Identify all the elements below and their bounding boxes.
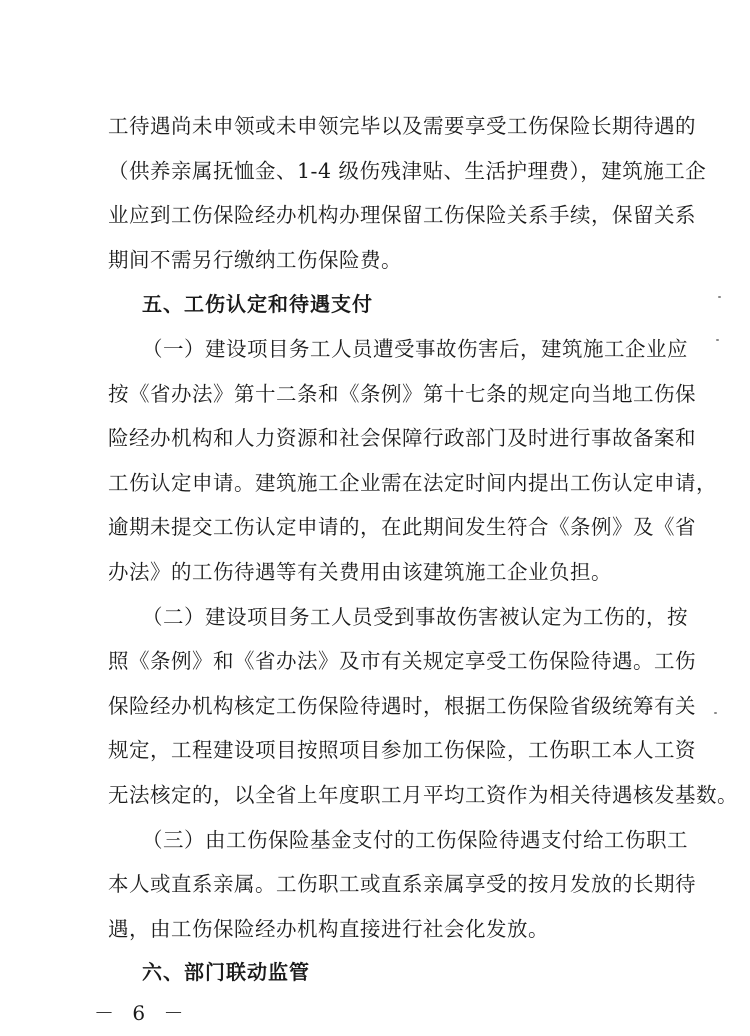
paragraph-line: 办法》的工伤待遇等有关费用由该建筑施工企业负担。 bbox=[108, 560, 612, 584]
paragraph-line: 本人或直系亲属。工伤职工或直系亲属享受的按月发放的长期待 bbox=[108, 872, 696, 896]
section-heading: 五、工伤认定和待遇支付 bbox=[142, 292, 373, 316]
paragraph-line: （供养亲属抚恤金、1-4 级伤残津贴、生活护理费），建筑施工企 bbox=[108, 159, 707, 183]
paragraph-line: 遇，由工伤保险经办机构直接进行社会化发放。 bbox=[108, 917, 549, 941]
paragraph-line: 规定，工程建设项目按照项目参加工伤保险，工伤职工本人工资 bbox=[108, 738, 696, 762]
paragraph-line: 工伤认定申请。建筑施工企业需在法定时间内提出工伤认定申请， bbox=[108, 471, 717, 495]
paragraph-line: 照《条例》和《省办法》及市有关规定享受工伤保险待遇。工伤 bbox=[108, 649, 696, 673]
scan-speck bbox=[716, 339, 719, 341]
scan-speck bbox=[718, 296, 721, 298]
paragraph-line: （二）建设项目务工人员受到事故伤害被认定为工伤的，按 bbox=[142, 605, 688, 629]
paragraph-line: （一）建设项目务工人员遭受事故伤害后，建筑施工企业应 bbox=[142, 337, 688, 361]
paragraph-line: 按《省办法》第十二条和《条例》第十七条的规定向当地工伤保 bbox=[108, 382, 696, 406]
paragraph-line: 保险经办机构核定工伤保险待遇时，根据工伤保险省级统筹有关 bbox=[108, 694, 696, 718]
paragraph-line: 逾期未提交工伤认定申请的，在此期间发生符合《条例》及《省 bbox=[108, 515, 696, 539]
scan-speck bbox=[714, 712, 717, 714]
paragraph-line: 期间不需另行缴纳工伤保险费。 bbox=[108, 248, 402, 272]
paragraph-line: （三）由工伤保险基金支付的工伤保险待遇支付给工伤职工 bbox=[142, 828, 688, 852]
page-number: － 6 － bbox=[94, 1001, 190, 1025]
paragraph-line: 工待遇尚未申领或未申领完毕以及需要享受工伤保险长期待遇的 bbox=[108, 114, 696, 138]
paragraph-line: 业应到工伤保险经办机构办理保留工伤保险关系手续，保留关系 bbox=[108, 203, 696, 227]
paragraph-line: 无法核定的，以全省上年度职工月平均工资作为相关待遇核发基数。 bbox=[108, 783, 738, 807]
paragraph-line: 险经办机构和人力资源和社会保障行政部门及时进行事故备案和 bbox=[108, 426, 696, 450]
section-heading: 六、部门联动监管 bbox=[142, 960, 310, 984]
